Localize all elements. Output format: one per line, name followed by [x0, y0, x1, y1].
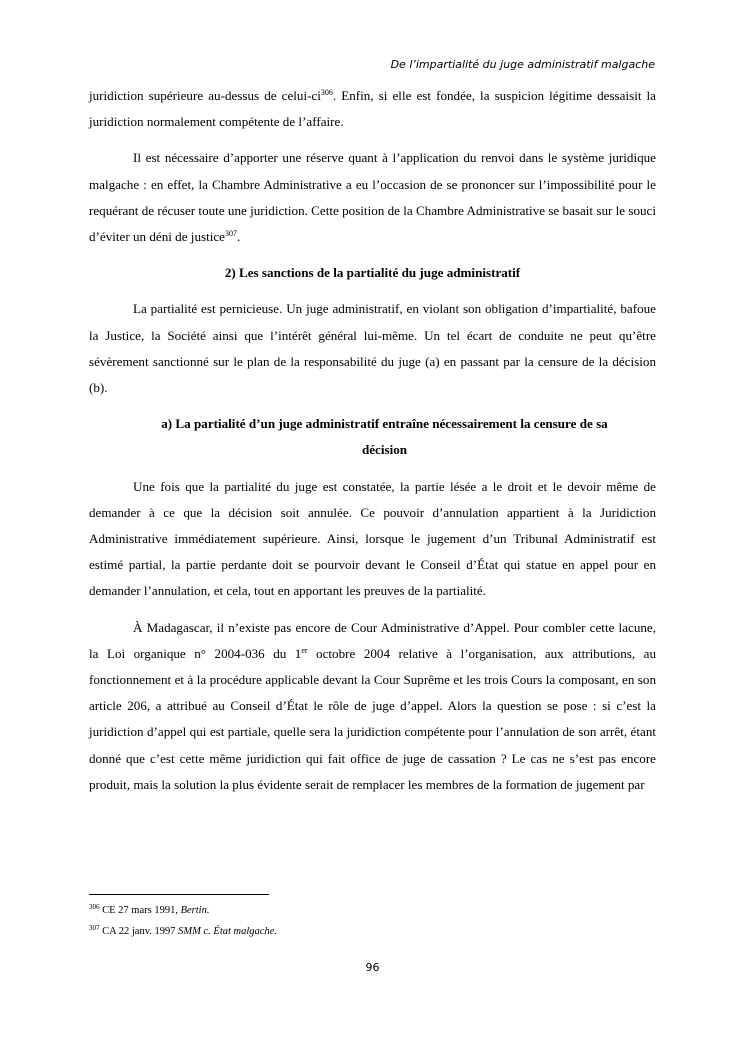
- footnote-separator: [89, 894, 269, 895]
- page-number: 96: [365, 961, 380, 974]
- footnote-ref[interactable]: 306: [320, 88, 333, 97]
- footnote-case-name: Bertin.: [180, 905, 210, 916]
- paragraph: [89, 615, 656, 798]
- ordinal-superscript: er: [301, 645, 308, 655]
- section-heading: 2) Les sanctions de la partialité du juge administratif: [224, 265, 521, 281]
- paragraph-text: Il est nécessaire d’apporter une réserve quant à l’application du renvoi dans le système juridique malgache : en effet, la Chambre Administrative a eu l’occasion de se prononcer sur l’impossibilité pour le requérant de récuser toute une juridiction. Cette position de la Chambre Administrative se basait sur le souci d’éviter un déni de justice: [89, 150, 656, 245]
- footnote-ref[interactable]: 307: [224, 229, 237, 239]
- paragraph: La partialité est pernicieuse. Un juge administratif, en violant son obligation d’impartialité, bafoue la Justice, la Société ainsi que l’intérêt général lui-même. Un tel écart de conduite ne peut qu’être sévèrement sanctionné sur le plan de la responsabilité du juge (a) en passant par la censure de la décision (b).: [89, 301, 656, 396]
- footnotes: [89, 900, 656, 942]
- footnote-case-name: SMM c. État malgache.: [178, 926, 278, 937]
- paragraph: Une fois que la partialité du juge est constatée, la partie lésée a le droit et le devoir même de demander à ce que la décision soit annulée. Ce pouvoir d’annulation appartient à la Juridiction Administrative immédiatement supérieure. Ainsi, lorsque le jugement d’un Tribunal Administratif est estimé partial, la partie perdante doit se pourvoir devant le Conseil d’État qui statue en appel pour en demander l’annulation, et cela, tout en apportant les preuves de la partialité.: [89, 478, 656, 599]
- running-header: De l’impartialité du juge administratif malgache: [390, 58, 655, 71]
- footnote-text: CE 27 mars 1991,: [102, 905, 181, 916]
- paragraph: [89, 145, 656, 250]
- footnote: [89, 921, 656, 942]
- subsection-heading-line: décision: [361, 442, 408, 458]
- subsection-heading-line: a) La partialité d’un juge administratif entraîne nécessairement la censure de sa: [161, 416, 608, 432]
- paragraph-text: À Madagascar, il n’existe pas encore de Cour Administrative d’Appel. Pour combler cette lacune, la Loi organique n° 2004-036 du 1: [89, 619, 656, 661]
- body-text: [89, 83, 656, 808]
- footnote: [89, 900, 656, 921]
- paragraph-text: . Enfin, si elle est fondée, la suspicion légitime dessaisit la juridiction normalement compétente de l’affaire.: [89, 88, 656, 130]
- paragraph: [89, 83, 656, 135]
- paragraph-text: octobre 2004 relative à l’organisation, aux attributions, au fonctionnement et à la procédure applicable devant la Cour Suprême et les trois Cours la composant, en son article 206, a attribué au Conseil d’État le rôle de juge d’appel. Alors la question se pose : si c’est la juridiction d’appel qui est partiale, quelle sera la juridiction compétente pour l’annulation de son arrêt, étant donné que c’est cette même juridiction qui fait office de juge de cassation ? Le cas ne s’est pas encore produit, mais la solution la plus évidente serait de remplacer les membres de la formation de jugement par: [89, 645, 656, 792]
- paragraph-text: juridiction supérieure au-dessus de celui-ci: [89, 88, 321, 103]
- footnote-number: 307: [89, 924, 100, 932]
- footnote-text: CA 22 janv. 1997: [102, 926, 179, 937]
- paragraph-text: .: [236, 229, 241, 245]
- footnote-number: 306: [89, 903, 100, 911]
- subsection-heading: [89, 411, 656, 463]
